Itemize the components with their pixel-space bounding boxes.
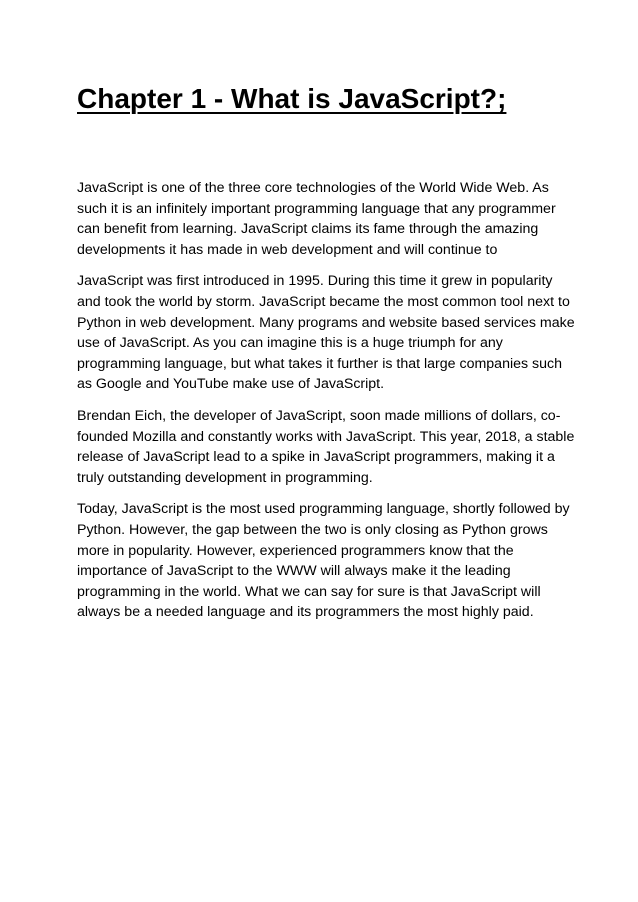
paragraph-line: as Google and YouTube make use of JavaScript. [77, 376, 385, 393]
paragraph-3 [77, 406, 575, 488]
paragraph-line: Python. However, the gap between the two is only closing as Python grows [77, 521, 548, 538]
paragraph-line: truly outstanding development in programming. [77, 469, 373, 486]
paragraph-line: release of JavaScript lead to a spike in JavaScript programmers, making it a [77, 449, 555, 466]
paragraph-2 [77, 271, 575, 395]
paragraph-line: programming language, but what takes it further is that large companies such [77, 355, 563, 372]
paragraph-line: JavaScript was first introduced in 1995. During this time it grew in popularity [77, 273, 553, 290]
paragraph-line: always be a needed language and its programmers the most highly paid. [77, 604, 534, 621]
paragraph-line: Python in web development. Many programs and website based services make [77, 314, 575, 331]
paragraph-line: such it is an infinitely important programming language that any programmer [77, 200, 556, 217]
paragraph-1 [77, 178, 563, 260]
paragraph-line: and took the world by storm. JavaScript became the most common tool next to [77, 293, 570, 310]
paragraph-4 [77, 499, 570, 623]
chapter-title: Chapter 1 - What is JavaScript?; [77, 83, 507, 114]
body-text [77, 178, 575, 634]
paragraph-line: more in popularity. However, experienced programmers know that the [77, 542, 514, 559]
paragraph-line: developments it has made in web development and will continue to [77, 241, 498, 258]
paragraph-line: can benefit from learning. JavaScript claims its fame through the amazing [77, 221, 539, 238]
paragraph-line: Today, JavaScript is the most used programming language, shortly followed by [77, 501, 570, 518]
paragraph-line: JavaScript is one of the three core technologies of the World Wide Web. As [77, 180, 549, 196]
paragraph-line: use of JavaScript. As you can imagine this is a huge triumph for any [77, 335, 503, 352]
paragraph-line: founded Mozilla and constantly works with JavaScript. This year, 2018, a stable [77, 428, 575, 445]
paragraph-line: programming in the world. What we can say for sure is that JavaScript will [77, 583, 541, 600]
paragraph-line: Brendan Eich, the developer of JavaScript, soon made millions of dollars, co- [77, 407, 561, 424]
paragraph-line: importance of JavaScript to the WWW will always make it the leading [77, 563, 511, 580]
